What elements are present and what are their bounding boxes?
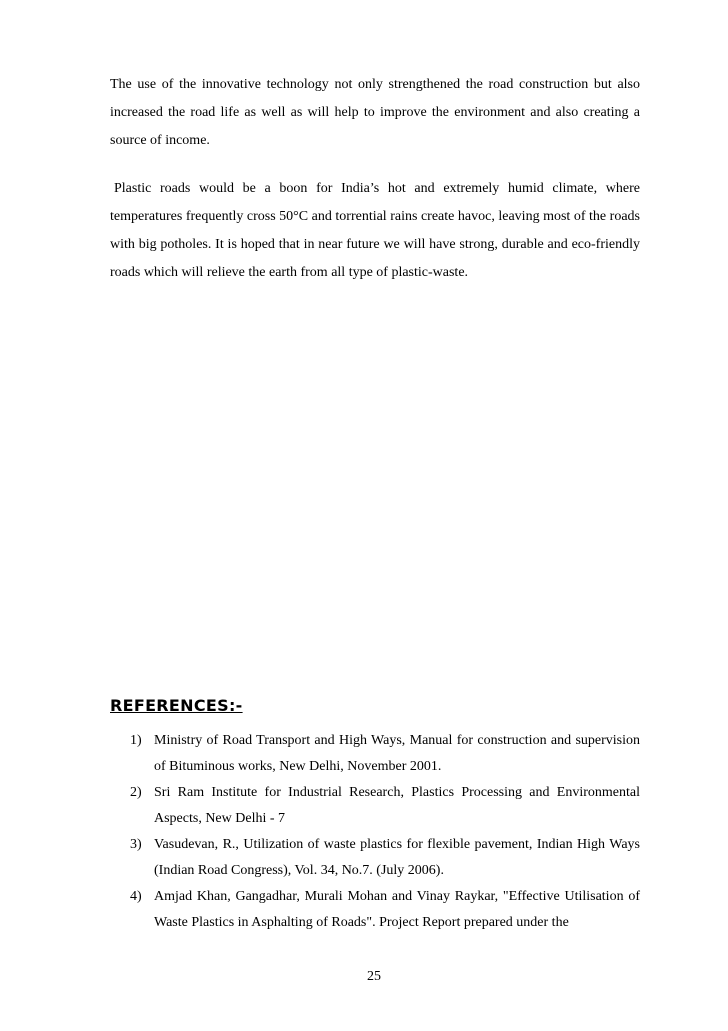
reference-item <box>110 728 640 780</box>
reference-item <box>110 780 640 832</box>
references-heading: REFERENCES:- <box>110 696 243 715</box>
reference-text: Vasudevan, R., Utilization of waste plastics for flexible pavement, Indian High Ways (Indian Road Congress), Vol. 34, No.7. (July 2006). <box>154 837 640 878</box>
reference-number: 4) <box>130 889 142 904</box>
body-paragraph <box>110 175 640 287</box>
reference-text: Amjad Khan, Gangadhar, Murali Mohan and Vinay Raykar, "Effective Utilisation of Waste Plastics in Asphalting of Roads". Project Report prepared under the <box>154 889 640 930</box>
reference-number: 3) <box>130 837 142 852</box>
reference-text: Sri Ram Institute for Industrial Research, Plastics Processing and Environmental Aspects, New Delhi - 7 <box>154 785 640 826</box>
reference-number: 2) <box>130 785 142 800</box>
body-paragraph-text: Plastic roads would be a boon for India’s hot and extremely humid climate, where temperatures frequently cross 50°C and torrential rains create havoc, leaving most of the roads with big potholes. It is hoped that in near future we will have strong, durable and eco-friendly roads which will relieve the earth from all type of plastic-waste. <box>110 181 640 280</box>
reference-item <box>110 832 640 884</box>
reference-number: 1) <box>130 733 142 748</box>
page-number: 25 <box>367 969 381 984</box>
reference-item <box>110 884 640 936</box>
references-list <box>110 728 640 936</box>
reference-text: Ministry of Road Transport and High Ways, Manual for construction and supervision of Bituminous works, New Delhi, November 2001. <box>154 733 640 774</box>
body-paragraph: The use of the innovative technology not only strengthened the road construction but also increased the road life as well as will help to improve the environment and also creating a source of income. <box>110 77 640 148</box>
